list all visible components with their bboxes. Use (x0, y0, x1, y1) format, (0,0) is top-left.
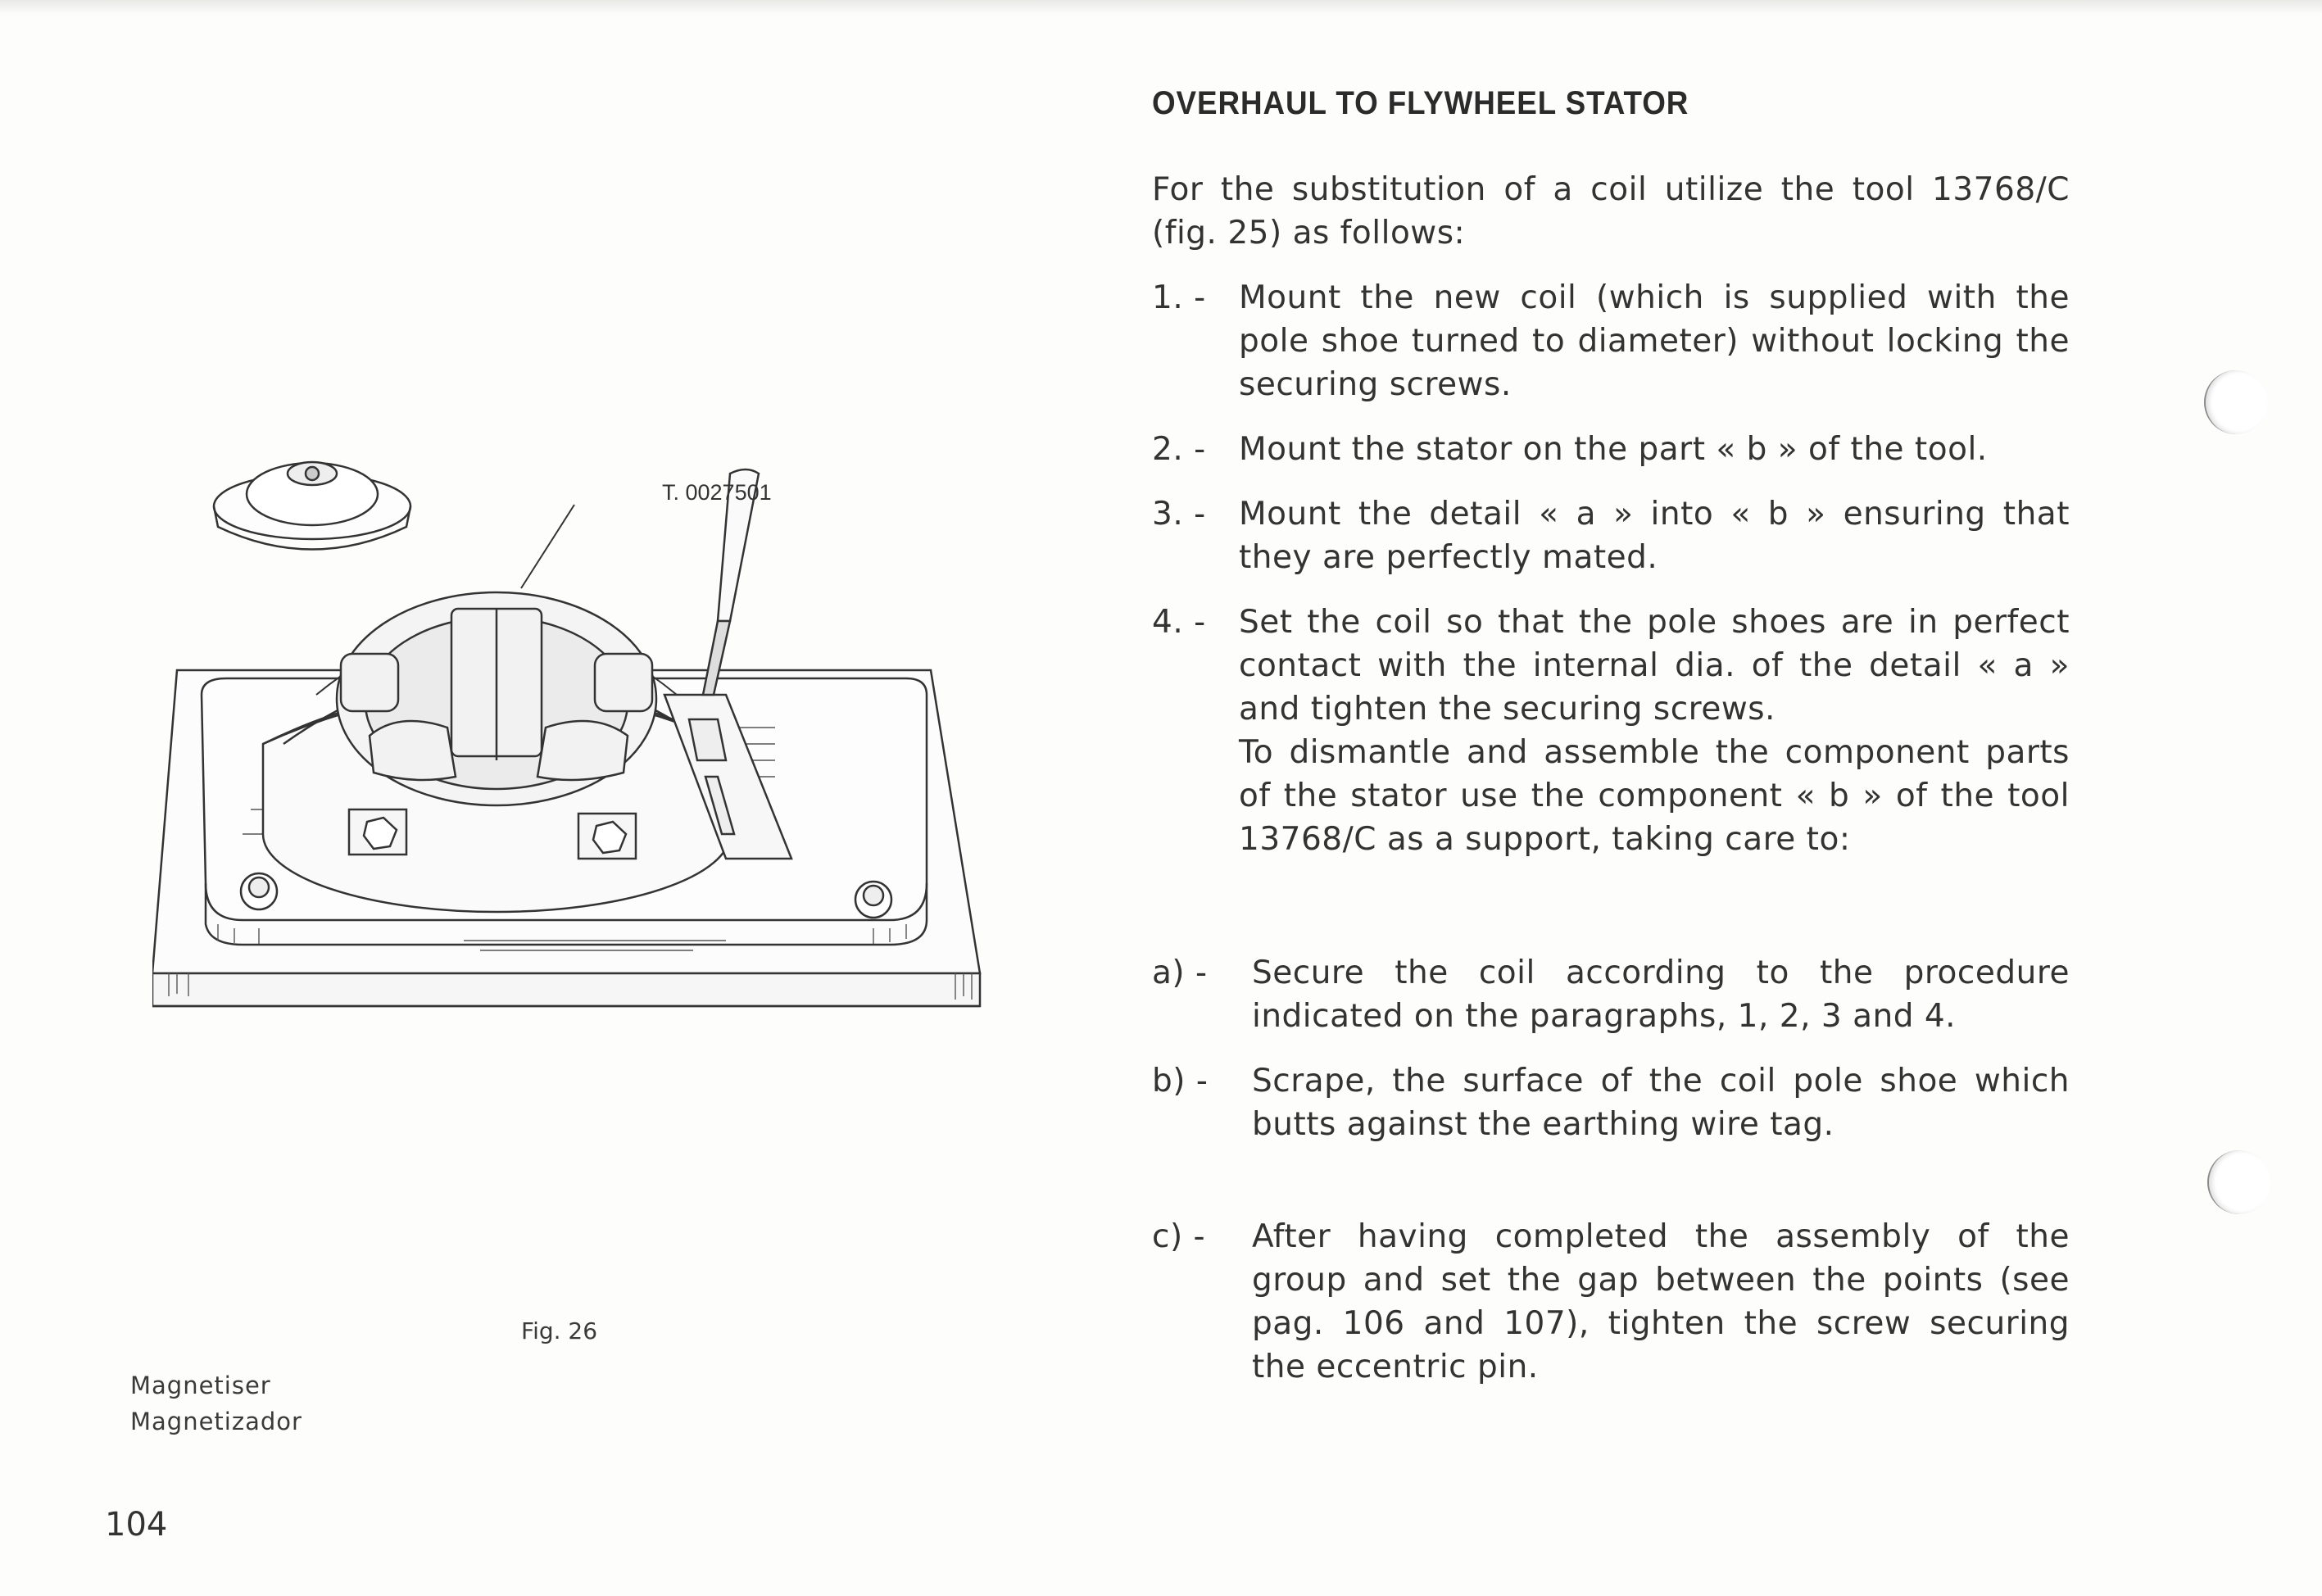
punch-hole-icon (2204, 370, 2268, 434)
substep-b (1152, 1059, 2070, 1146)
substep-marker: a) - (1152, 954, 1208, 991)
figure-label: Fig. 26 (521, 1317, 598, 1344)
step-marker: 3. - (1152, 496, 1206, 533)
instructions-body (1152, 168, 2070, 1389)
tool-number-label: T. 0027501 (662, 480, 772, 505)
intro-paragraph: For the substitution of a coil utilize the tool 13768/C (fig. 25) as follows: (1152, 171, 2070, 252)
step-text: Mount the stator on the part « b » of the tool. (1239, 431, 1988, 468)
step-2 (1152, 428, 2070, 471)
caption-spanish: Magnetizador (130, 1408, 302, 1435)
substep-text: After having completed the assembly of the group and set the gap between the points (see pag. 106 and 107), tighten the screw securing the eccentric pin. (1252, 1218, 2070, 1385)
substep-marker: c) - (1152, 1218, 1206, 1255)
section-heading: OVERHAUL TO FLYWHEEL STATOR (1152, 85, 1689, 121)
substep-marker: b) - (1152, 1063, 1209, 1100)
punch-hole-icon (2207, 1150, 2271, 1214)
page-number: 104 (105, 1506, 168, 1544)
step-marker: 4. - (1152, 604, 1206, 641)
magnetiser-illustration (152, 449, 996, 1014)
scan-edge-shade (0, 0, 2322, 15)
caption-english: Magnetiser (130, 1372, 271, 1399)
substep-text: Scrape, the surface of the coil pole shoe which butts against the earthing wire tag. (1252, 1063, 2070, 1143)
corner-bolt-left (241, 873, 277, 909)
step-4 (1152, 601, 2070, 861)
step-text: Mount the detail « a » into « b » ensuring that they are perfectly mated. (1239, 496, 2070, 576)
step-text: Mount the new coil (which is supplied with the pole shoe turned to diameter) without locking the securing screws. (1239, 279, 2070, 403)
substep-c (1152, 1215, 2070, 1389)
step-marker: 1. - (1152, 279, 1206, 316)
support-note: To dismantle and assemble the component parts of the stator use the component « b » of the tool 13768/C as a support, taking care to: (1239, 734, 2070, 858)
step-marker: 2. - (1152, 431, 1206, 468)
substep-a (1152, 951, 2070, 1038)
step-1 (1152, 276, 2070, 406)
step-3 (1152, 492, 2070, 579)
substep-text: Secure the coil according to the procedure indicated on the paragraphs, 1, 2, 3 and 4. (1252, 954, 2070, 1035)
step-text: Set the coil so that the pole shoes are in perfect contact with the internal dia. of the detail « a » and tighten the securing screws. (1239, 604, 2070, 728)
